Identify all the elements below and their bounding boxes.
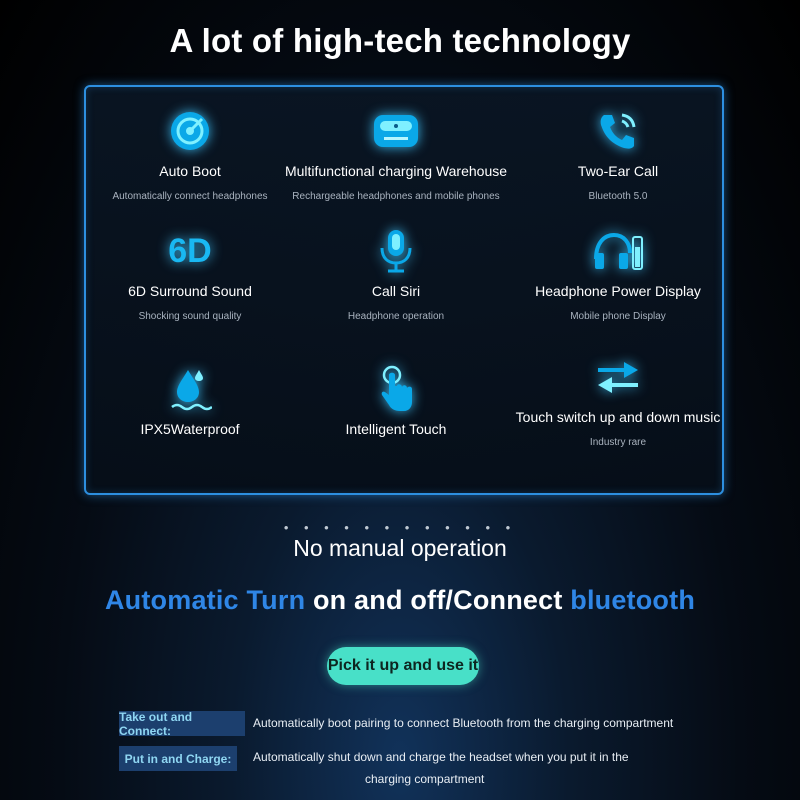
headline-part-2: on and off/Connect [312,585,563,615]
charging-case-icon [271,107,521,155]
feature-title: IPX5Waterproof [140,421,240,437]
feature-touch-switch [476,353,760,448]
feature-two-ear-call [493,107,743,202]
feature-title: Touch switch up and down music [515,409,721,425]
microphone-icon [271,227,521,275]
feature-charging-warehouse [271,107,521,202]
feature-power-display [493,227,743,322]
feature-subtitle: Shocking sound quality [138,311,242,322]
feature-title: 6D Surround Sound [128,283,252,299]
section-subtitle: No manual operation [293,535,507,561]
headline-part-3: bluetooth [562,585,696,615]
feature-subtitle: Bluetooth 5.0 [588,191,648,202]
feature-title: Call Siri [371,283,421,299]
phone-call-icon [493,107,743,155]
step-text-take-out: Automatically boot pairing to connect Bluetooth from the charging compartment [253,716,674,730]
feature-subtitle: Rechargeable headphones and mobile phones [292,191,500,202]
headline [0,585,800,616]
step-tag-take-out: Take out and Connect: [119,711,245,736]
feature-subtitle: Industry rare [589,437,647,448]
step-text-put-in-line2: charging compartment [365,772,485,786]
feature-call-siri [271,227,521,322]
6d-text-icon: 6D [168,231,212,270]
feature-title: Headphone Power Display [535,283,701,299]
feature-subtitle: Mobile phone Display [570,311,666,322]
feature-subtitle: Automatically connect headphones [112,191,268,202]
headline-part-1: Automatic Turn [104,585,313,615]
feature-title: Multifunctional charging Warehouse [284,163,508,179]
switch-arrows-icon [476,353,760,401]
feature-subtitle: Headphone operation [347,311,445,322]
step-tag-put-in: Put in and Charge: [119,746,237,771]
feature-title: Intelligent Touch [345,421,447,437]
feature-panel [84,85,724,495]
pick-up-button[interactable]: Pick it up and use it [327,647,479,685]
feature-title: Auto Boot [159,163,221,179]
page-title: A lot of high-tech technology [169,22,631,59]
feature-title: Two-Ear Call [577,163,659,179]
step-text-put-in-line1: Automatically shut down and charge the headset when you put it in the [253,750,629,764]
dot-divider: • • • • • • • • • • • • [283,520,517,535]
headphone-battery-icon [493,227,743,275]
